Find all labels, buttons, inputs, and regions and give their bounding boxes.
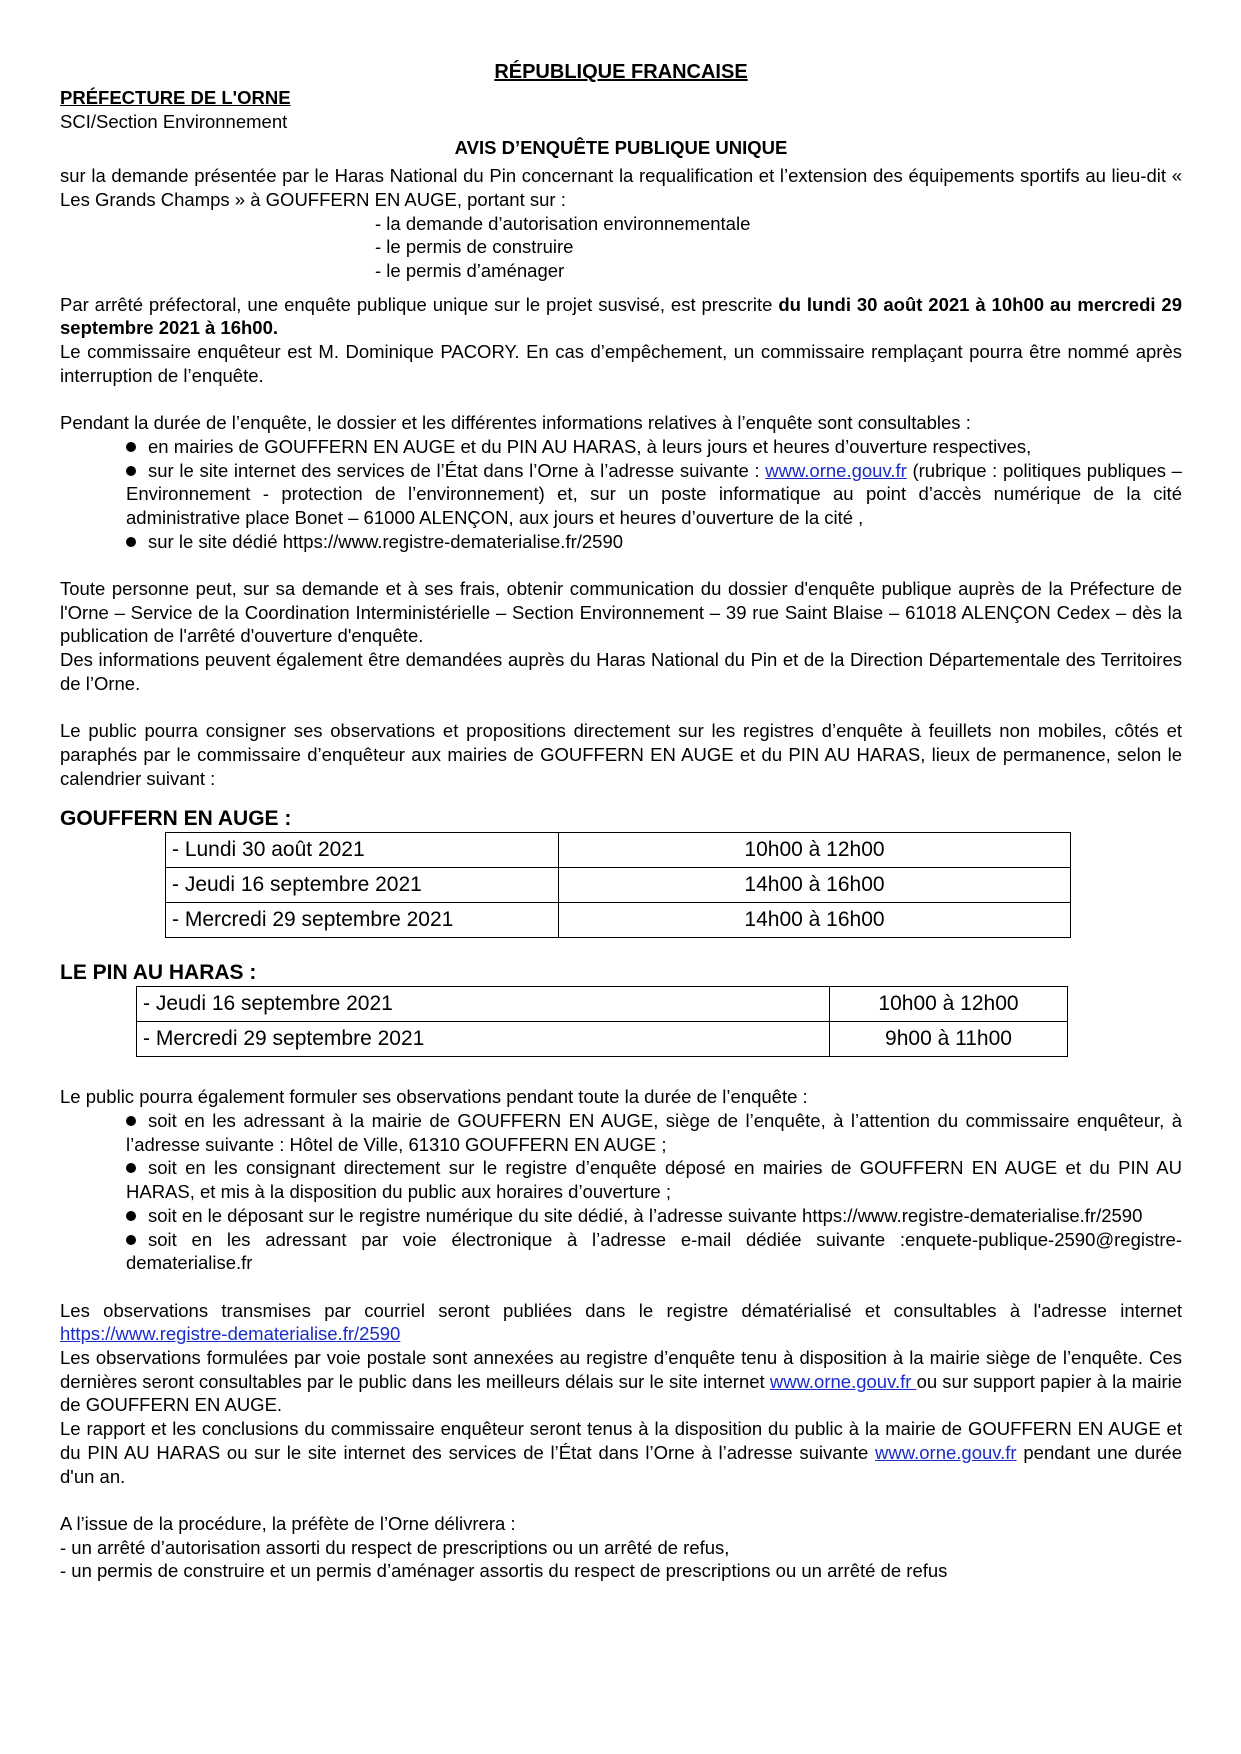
bullet-icon — [126, 466, 136, 476]
request-list — [60, 212, 1182, 283]
notice-page — [60, 58, 1182, 1583]
pin-schedule-table — [136, 986, 1068, 1057]
consultation-item — [126, 459, 1182, 530]
bullet-icon — [126, 442, 136, 452]
section-name: SCI/Section Environnement — [60, 110, 288, 132]
schedule-time: 10h00 à 12h00 — [559, 833, 1071, 868]
intro-text: sur la demande présentée par le Haras National du Pin concernant la requalification et l’extension des équipements sportifs au lieu-dit « Les Grands Champs » à GOUFFERN EN AUGE, portant sur : — [60, 165, 1182, 210]
schedule-date: - Jeudi 16 septembre 2021 — [166, 868, 559, 903]
observation-item-text: soit en les consignant directement sur le registre d’enquête déposé en mairies de GOUFFERN EN AUGE et du PIN AU HARAS, et mis à la disposition du public aux horaires d’ouverture ; — [126, 1157, 1182, 1203]
schedule-time: 10h00 à 12h00 — [830, 987, 1068, 1022]
bullet-icon — [126, 1163, 136, 1173]
orne-gouv-link[interactable]: www.orne.gouv.fr — [875, 1441, 1017, 1463]
paragraph-text: pendant une durée d'un an. — [60, 1441, 1182, 1487]
bullet-icon — [126, 537, 136, 547]
observation-item — [126, 1228, 1182, 1275]
schedule-date: - Mercredi 29 septembre 2021 — [137, 1022, 830, 1057]
schedule-date: - Jeudi 16 septembre 2021 — [137, 987, 830, 1022]
consultation-item — [126, 435, 1182, 459]
arrete-text: Par arrêté préfectoral, une enquête publique unique sur le projet susvisé, est prescrite — [60, 293, 779, 315]
schedule-time: 14h00 à 16h00 — [559, 903, 1071, 938]
consultation-item-text: sur le site dédié https://www.registre-dematerialise.fr/2590 — [148, 530, 624, 552]
bullet-icon — [126, 1211, 136, 1221]
paragraph-text: ou sur support papier à la mairie de GOUFFERN EN AUGE. — [60, 1370, 1182, 1416]
bullet-icon — [126, 1116, 136, 1126]
conclusion-item: - un arrêté d’autorisation assorti du respect de prescriptions ou un arrêté de refus, — [60, 1536, 730, 1558]
observation-item-text: soit en les adressant à la mairie de GOUFFERN EN AUGE, siège de l’enquête, à l’attention du commissaire enquêteur, à l’adresse suivante : Hôtel de Ville, 61310 GOUFFERN EN AUGE ; — [126, 1110, 1182, 1155]
consultation-list — [126, 435, 1182, 554]
postal-paragraph — [60, 1346, 1182, 1417]
bullet-icon — [126, 1235, 136, 1245]
email-publication-paragraph — [60, 1299, 1182, 1346]
paragraph-text: Les observations formulées par voie postale sont annexées au registre d’enquête tenu à disposition à la mairie siège de l’enquête. Ces dernières seront consultables par le public dans les meilleurs délais sur le site internet — [60, 1347, 1182, 1392]
table-row — [137, 987, 1068, 1022]
request-item: - la demande d’autorisation environnementale — [375, 212, 751, 234]
orne-gouv-link[interactable]: www.orne.gouv.fr — [769, 1370, 917, 1392]
registers-paragraph: Le public pourra consigner ses observations et propositions directement sur les registres d’enquête à feuillets non mobiles, côtés et paraphés par le commissaire d’enquêteur aux mairies de GOUFFERN EN AUGE et du PIN AU HARAS, lieux de permanence, selon le calendrier suivant : — [60, 720, 1182, 789]
inquiry-dates: du lundi 30 août 2021 à 10h00 au mercredi 29 septembre 2021 à 16h00. — [60, 293, 1182, 339]
consultation-intro: Pendant la durée de l’enquête, le dossier et les différentes informations relatives à l’enquête sont consultables : — [60, 412, 971, 434]
consultation-item-text: en mairies de GOUFFERN EN AUGE et du PIN AU HARAS, à leurs jours et heures d’ouverture respectives, — [148, 435, 1032, 457]
conclusion-intro: A l’issue de la procédure, la préfète de l’Orne délivrera : — [60, 1512, 516, 1534]
paragraph-text: Le rapport et les conclusions du commissaire enquêteur seront tenus à la disposition du public à la mairie de GOUFFERN EN AUGE et du PIN AU HARAS ou sur le site internet des services de l’État dans l’Orne à l’adresse suivante — [60, 1418, 1182, 1463]
table-row — [166, 903, 1071, 938]
consultation-item-text: (rubrique : politiques publiques – Environnement - protection de l’environnement) et, sur un poste informatique au point d’accès numérique de la cité administrative place Bonet – 61000 ALENÇON, aux jours et heures d’ouverture de la cité , — [126, 459, 1182, 528]
table-row — [166, 833, 1071, 868]
republic-title: RÉPUBLIQUE FRANCAISE — [494, 61, 748, 83]
schedule-date: - Mercredi 29 septembre 2021 — [166, 903, 559, 938]
conclusion-item: - un permis de construire et un permis d’aménager assortis du respect de prescriptions ou un arrêté de refus — [60, 1560, 948, 1582]
consultation-item — [126, 530, 1182, 554]
gouffern-heading: GOUFFERN EN AUGE : — [60, 807, 292, 831]
communication-paragraph: Toute personne peut, sur sa demande et à ses frais, obtenir communication du dossier d'enquête publique auprès de la Préfecture de l'Orne – Service de la Coordination Interministérielle – Section Environnement – 39 rue Saint Blaise – 61018 ALENÇON Cedex – dès la publication de l'arrêté d'ouverture d'enquête. — [60, 578, 1182, 647]
request-item: - le permis de construire — [375, 236, 574, 258]
prefecture-name: PRÉFECTURE DE L'ORNE — [60, 87, 291, 108]
gouffern-schedule-table — [165, 832, 1071, 938]
registre-link[interactable]: https://www.registre-dematerialise.fr/2590 — [60, 1323, 401, 1345]
table-row — [166, 868, 1071, 903]
pin-heading: LE PIN AU HARAS : — [60, 961, 257, 985]
arrete-paragraph — [60, 293, 1182, 340]
commissioner-paragraph: Le commissaire enquêteur est M. Dominique PACORY. En cas d’empêchement, un commissaire remplaçant pourra être nommé après interruption de l’enquête. — [60, 341, 1182, 386]
table-row — [137, 1022, 1068, 1057]
schedule-time: 14h00 à 16h00 — [559, 868, 1071, 903]
orne-gouv-link[interactable]: www.orne.gouv.fr — [765, 459, 907, 481]
observation-item-text: soit en le déposant sur le registre numérique du site dédié, à l’adresse suivante https://www.registre-dematerialise.fr/2590 — [148, 1204, 1143, 1226]
schedule-date: - Lundi 30 août 2021 — [166, 833, 559, 868]
observations-intro: Le public pourra également formuler ses observations pendant toute la durée de l’enquête : — [60, 1086, 808, 1108]
schedule-time: 9h00 à 11h00 — [830, 1022, 1068, 1057]
observation-item-text: soit en les adressant par voie électronique à l’adresse e-mail dédiée suivante :enquete-publique-2590@registre-dematerialise.fr — [126, 1228, 1182, 1274]
report-paragraph — [60, 1417, 1182, 1488]
information-paragraph: Des informations peuvent également être demandées auprès du Haras National du Pin et de la Direction Départementale des Territoires de l’Orne. — [60, 649, 1182, 694]
notice-title: AVIS D’ENQUÊTE PUBLIQUE UNIQUE — [454, 137, 788, 159]
observation-item — [126, 1156, 1182, 1203]
observations-list — [126, 1109, 1182, 1275]
request-item: - le permis d’aménager — [375, 259, 565, 281]
consultation-item-text: sur le site internet des services de l’État dans l’Orne à l’adresse suivante : — [148, 459, 766, 481]
paragraph-text: Les observations transmises par courriel seront publiées dans le registre dématérialisé et consultables à l'adresse internet — [60, 1299, 1182, 1321]
observation-item — [126, 1109, 1182, 1156]
observation-item — [126, 1204, 1182, 1228]
